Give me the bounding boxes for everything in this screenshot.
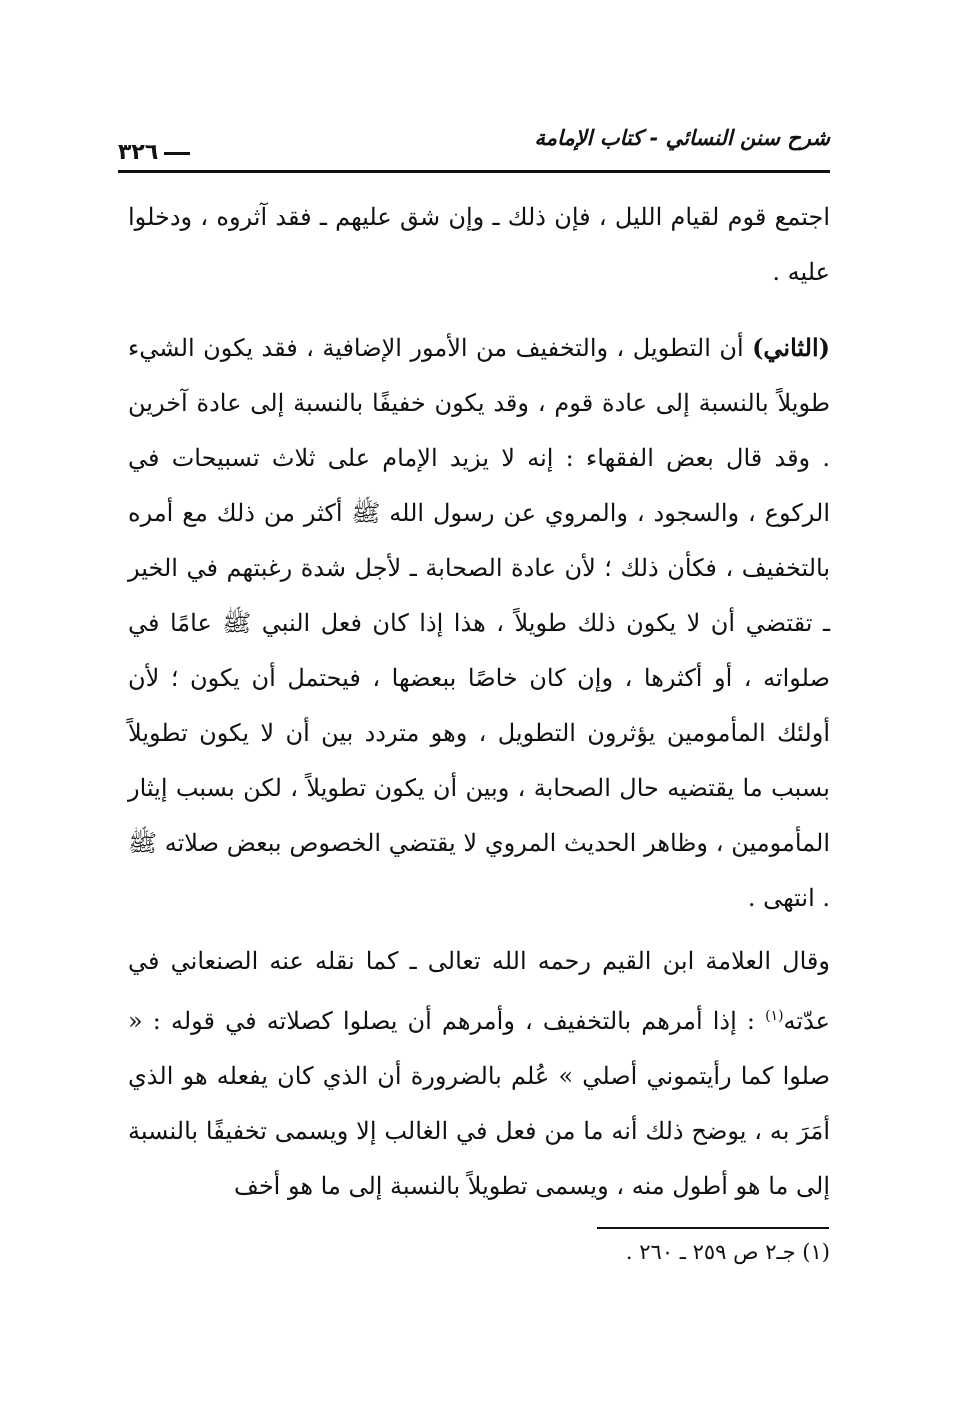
- page-number: [118, 140, 190, 165]
- paragraph-3-text-b: : إذا أمرهم بالتخفيف ، وأمرهم أن يصلوا كصلاته في قوله : « صلوا كما رأيتموني أصلي » عُلم بالضرورة أن الذي كان يفعله هو الذي أمَرَ به ، يوضح ذلك أنه ما من فعل في الغالب إلا ويسمى تخفيفًا بالنسبة إلى ما هو أطول منه ، ويسمى تطويلاً بالنسبة إلى ما هو أخف: [128, 1007, 830, 1200]
- header-dash: [164, 152, 190, 155]
- paragraph-3-text-a: وقال العلامة ابن القيم رحمه الله تعالى ـ كما نقله عنه الصنعاني في عدّته: [128, 947, 830, 1035]
- paragraph-2-label: (الثاني): [752, 333, 830, 362]
- paragraph-2: [128, 320, 830, 926]
- running-title: شرح سنن النسائي - كتاب الإمامة: [534, 126, 830, 150]
- footnote: (١) جـ٢ ص ٢٥٩ ـ ٢٦٠ .: [625, 1240, 830, 1264]
- footnote-ref: (١): [765, 1008, 784, 1024]
- main-text: [128, 190, 830, 1214]
- paragraph-2-text: أن التطويل ، والتخفيف من الأمور الإضافية ، فقد يكون الشيء طويلاً بالنسبة إلى عادة قوم ، وقد يكون خفيفًا بالنسبة إلى عادة آخرين . وقد قال بعض الفقهاء : إنه لا يزيد الإمام على ثلاث تسبيحات في الركوع ، والسجود ، والمروي عن رسول الله ﷺ أكثر من ذلك مع أمره بالتخفيف ، فكأن ذلك ؛ لأن عادة الصحابة ـ لأجل شدة رغبتهم في الخير ـ تقتضي أن لا يكون ذلك طويلاً ، هذا إذا كان فعل النبي ﷺ عامًا في صلواته ، أو أكثرها ، وإن كان خاصًا ببعضها ، فيحتمل أن يكون ؛ لأن أولئك المأمومين يؤثرون التطويل ، وهو متردد بين أن لا يكون تطويلاً بسبب ما يقتضيه حال الصحابة ، وبين أن يكون تطويلاً ، لكن بسبب إيثار المأمومين ، وظاهر الحديث المروي لا يقتضي الخصوص ببعض صلاته ﷺ . انتهى .: [128, 334, 830, 912]
- header-rule: [118, 170, 830, 173]
- page-number-text: ٣٢٦: [118, 140, 159, 165]
- footnote-rule: [597, 1227, 829, 1229]
- page-header: [118, 122, 830, 174]
- paragraph-1: اجتمع قوم لقيام الليل ، فإن ذلك ـ وإن شق عليهم ـ فقد آثروه ، ودخلوا عليه .: [128, 203, 830, 286]
- paragraph-3: [128, 934, 830, 1214]
